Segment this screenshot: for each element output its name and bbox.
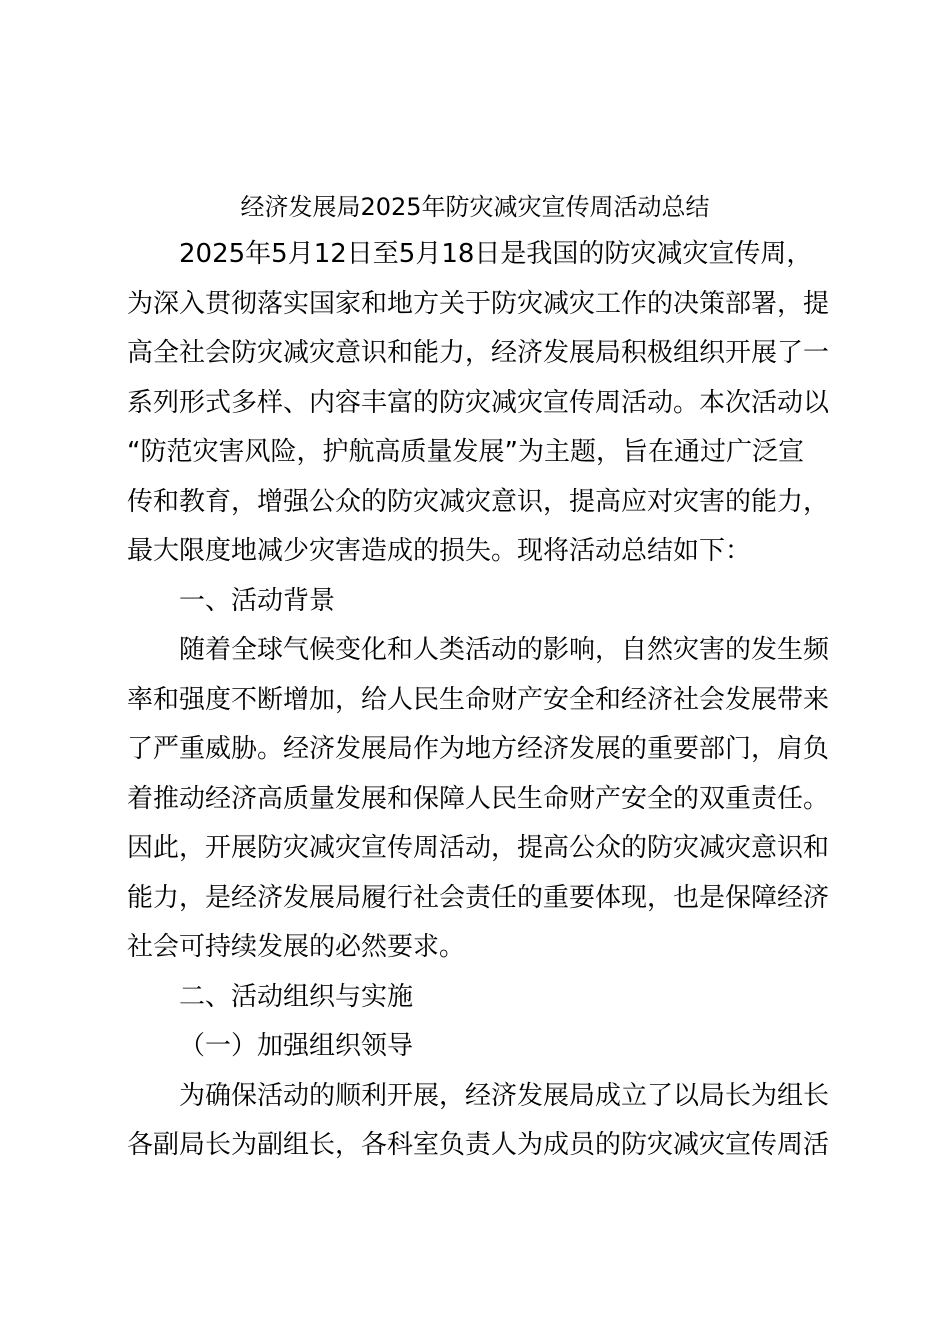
paragraph-intro-line-1: 2025年5月12日至5月18日是我国的防灾减灾宣传周， — [179, 239, 813, 269]
paragraph-background-line-6: 能力，是经济发展局履行社会责任的重要体现，也是保障经济 — [127, 882, 830, 913]
paragraph-intro-line-3: 高全社会防灾减灾意识和能力，经济发展局积极组织开展了一 — [127, 338, 830, 368]
paragraph-background-line-2: 率和强度不断增加，给人民生命财产安全和经济社会发展带来 — [127, 684, 830, 715]
subsection-heading-leadership: （一）加强组织领导 — [179, 1031, 414, 1061]
paragraph-background-line-1: 随着全球气候变化和人类活动的影响，自然灾害的发生频 — [179, 635, 830, 665]
paragraph-background-line-7: 社会可持续发展的必然要求。 — [127, 932, 466, 962]
paragraph-leadership-line-2: 各副局长为副组长，各科室负责人为成员的防灾减灾宣传周活 — [127, 1130, 830, 1160]
section-heading-organization: 二、活动组织与实施 — [179, 981, 414, 1012]
paragraph-intro-line-7: 最大限度地减少灾害造成的损失。现将活动总结如下： — [127, 536, 752, 566]
document-body — [127, 230, 837, 1171]
paragraph-background-line-5: 因此，开展防灾减灾宣传周活动，提高公众的防灾减灾意识和 — [127, 833, 830, 863]
paragraph-intro-line-4: 系列形式多样、内容丰富的防灾减灾宣传周活动。本次活动以 — [127, 387, 830, 418]
document-title: 经济发展局2025年防灾减灾宣传周活动总结 — [240, 193, 710, 221]
paragraph-background-line-4: 着推动经济高质量发展和保障人民生命财产安全的双重责任。 — [127, 783, 830, 814]
paragraph-intro-line-2: 为深入贯彻落实国家和地方关于防灾减灾工作的决策部署，提 — [127, 288, 830, 319]
paragraph-background-line-3: 了严重威胁。经济发展局作为地方经济发展的重要部门，肩负 — [127, 734, 830, 764]
paragraph-intro-line-5: “防范灾害风险，护航高质量发展”为主题，旨在通过广泛宣 — [127, 437, 804, 467]
section-heading-background: 一、活动背景 — [179, 585, 336, 616]
paragraph-intro-line-6: 传和教育，增强公众的防灾减灾意识，提高应对灾害的能力， — [127, 486, 830, 517]
paragraph-leadership-line-1: 为确保活动的顺利开展，经济发展局成立了以局长为组长 — [179, 1080, 830, 1111]
